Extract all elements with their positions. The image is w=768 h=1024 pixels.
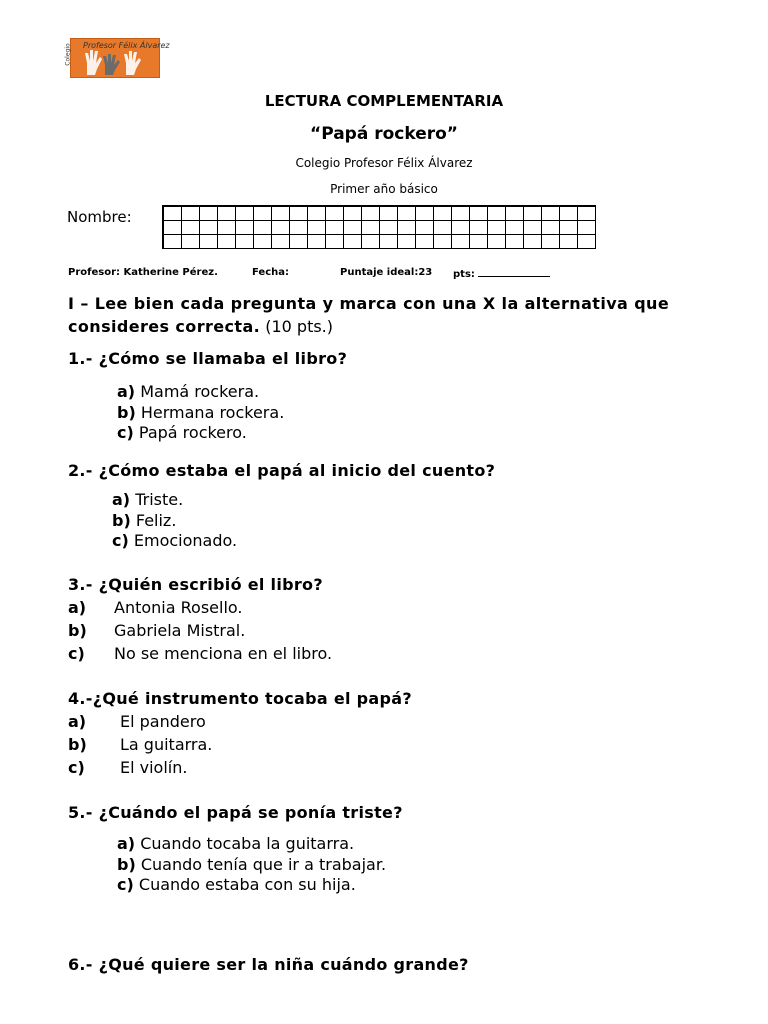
score-label: Puntaje ideal:23 — [340, 267, 433, 278]
option-4b[interactable]: b) La guitarra. — [68, 735, 213, 754]
name-label: Nombre: — [67, 208, 132, 226]
question-3: 3.- ¿Quién escribió el libro? — [68, 575, 323, 594]
date-label: Fecha: — [252, 267, 290, 278]
question-6: 6.- ¿Qué quiere ser la niña cuándo grande? — [68, 955, 469, 974]
question-1: 1.- ¿Cómo se llamaba el libro? — [68, 349, 348, 368]
question-4-options — [68, 712, 212, 781]
option-4a[interactable]: a) El pandero — [68, 712, 206, 731]
name-grid-field[interactable] — [162, 205, 596, 249]
question-5: 5.- ¿Cuándo el papá se ponía triste? — [68, 803, 403, 822]
option-2c[interactable]: c) Emocionado. — [112, 531, 238, 550]
option-5a[interactable]: a) Cuando tocaba la guitarra. — [117, 834, 355, 853]
logo-text: Profesor Félix Álvarez — [83, 41, 170, 50]
option-5b[interactable]: b) Cuando tenía que ir a trabajar. — [117, 854, 387, 874]
option-1b[interactable]: b) Hermana rockera. — [117, 402, 285, 422]
school-logo — [64, 38, 170, 78]
points-label: pts: — [453, 269, 475, 280]
option-2b[interactable]: b) Feliz. — [112, 510, 177, 530]
instructions — [68, 292, 758, 338]
option-1c[interactable]: c) Papá rockero. — [117, 423, 247, 442]
logo-text-vertical: Colegio — [64, 43, 72, 66]
instructions-bold: I – Lee bien cada pregunta y marca con una X la alternativa que consideres correcta. — [68, 294, 670, 336]
option-3a[interactable]: a) Antonia Rosello. — [68, 598, 243, 617]
option-1a[interactable]: a) Mamá rockera. — [117, 382, 260, 401]
document-title: LECTURA COMPLEMENTARIA — [264, 92, 504, 110]
option-3b[interactable]: b) Gabriela Mistral. — [68, 621, 246, 640]
school-name: Colegio Profesor Félix Álvarez — [295, 156, 473, 170]
option-5c[interactable]: c) Cuando estaba con su hija. — [117, 875, 356, 894]
question-2-options — [112, 490, 237, 552]
book-title: “Papá rockero” — [310, 124, 458, 144]
hands-logo-icon — [71, 39, 159, 77]
option-2a[interactable]: a) Triste. — [112, 490, 184, 509]
instructions-points: (10 pts.) — [260, 317, 334, 336]
question-2: 2.- ¿Cómo estaba el papá al inicio del cuento? — [68, 461, 496, 480]
question-5-options — [117, 834, 386, 896]
points-field — [453, 267, 550, 280]
question-1-options — [117, 382, 284, 444]
grade-level: Primer año básico — [330, 182, 438, 196]
question-4: 4.-¿Qué instrumento tocaba el papá? — [68, 689, 412, 708]
teacher-label: Profesor: Katherine Pérez. — [68, 267, 218, 278]
option-4c[interactable]: c) El violín. — [68, 758, 188, 777]
question-3-options — [68, 598, 332, 667]
option-3c[interactable]: c) No se menciona en el libro. — [68, 644, 333, 663]
points-blank[interactable] — [478, 267, 550, 277]
